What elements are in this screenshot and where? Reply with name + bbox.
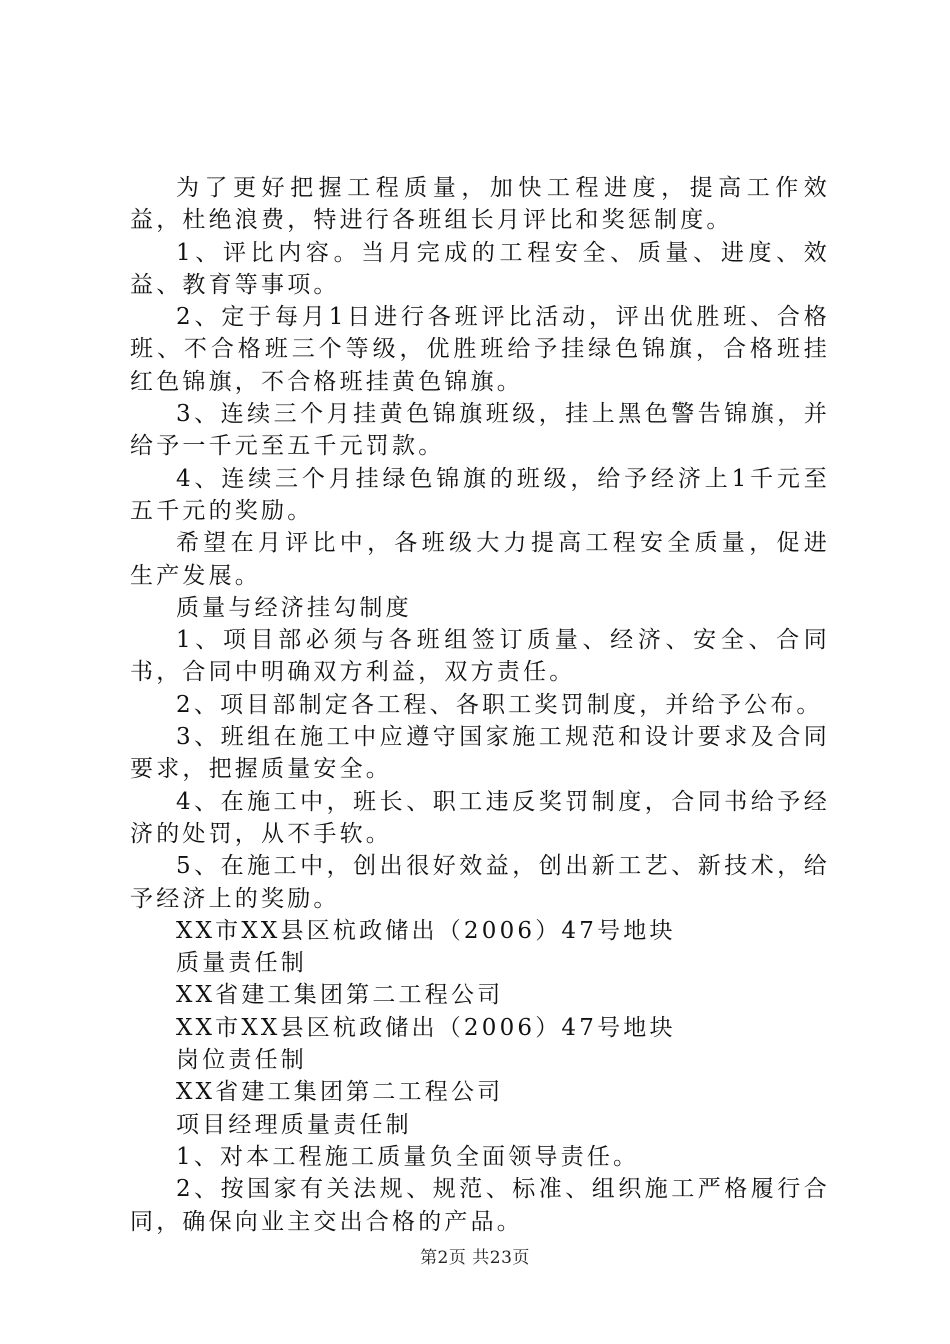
list-item: 2、项目部制定各工程、各职工奖罚制度，并给予公布。 bbox=[176, 691, 823, 718]
list-item: 1、对本工程施工质量负全面领导责任。 bbox=[176, 1143, 640, 1170]
list-item: 3、连续三个月挂黄色锦旗班级，挂上黑色警告锦旗，并给予一千元至五千元罚款。 bbox=[130, 401, 830, 460]
section-heading: 项目经理质量责任制 bbox=[176, 1111, 412, 1138]
list-item: 1、评比内容。当月完成的工程安全、质量、进度、效益、教育等事项。 bbox=[130, 239, 830, 298]
intro-paragraph: 为了更好把握工程质量，加快工程进度，提高工作效益，杜绝浪费，特进行各班组长月评比和奖惩制度。 bbox=[130, 175, 830, 234]
list-item: 4、连续三个月挂绿色锦旗的班级，给予经济上1千元至五千元的奖励。 bbox=[130, 465, 830, 524]
section-heading: 质量与经济挂勾制度 bbox=[176, 594, 412, 621]
list-item: 3、班组在施工中应遵守国家施工规范和设计要求及合同要求，把握质量安全。 bbox=[130, 724, 830, 783]
company-name: XX省建工集团第二工程公司 bbox=[176, 982, 504, 1009]
company-name: XX省建工集团第二工程公司 bbox=[176, 1079, 504, 1106]
list-item: 2、定于每月1日进行各班评比活动，评出优胜班、合格班、不合格班三个等级，优胜班给予挂绿色锦旗，合格班挂红色锦旗，不合格班挂黄色锦旗。 bbox=[130, 304, 830, 395]
list-item: 5、在施工中，创出很好效益，创出新工艺、新技术，给予经济上的奖励。 bbox=[130, 853, 830, 912]
list-item: 1、项目部必须与各班组签订质量、经济、安全、合同书，合同中明确双方利益，双方责任。 bbox=[130, 627, 830, 686]
list-item: 4、在施工中，班长、职工违反奖罚制度，合同书给予经济的处罚，从不手软。 bbox=[130, 788, 830, 847]
closing-paragraph: 希望在月评比中，各班级大力提高工程安全质量，促进生产发展。 bbox=[130, 530, 830, 589]
project-location: XX市XX县区杭政储出（2006）47号地块 bbox=[176, 1014, 676, 1041]
page-number-footer: 第2页 共23页 bbox=[420, 1248, 530, 1268]
section-heading: 岗位责任制 bbox=[176, 1047, 307, 1074]
list-item: 2、按国家有关法规、规范、标准、组织施工严格履行合同，确保向业主交出合格的产品。 bbox=[130, 1176, 830, 1235]
section-heading: 质量责任制 bbox=[176, 950, 307, 977]
document-body bbox=[130, 172, 830, 1238]
project-location: XX市XX县区杭政储出（2006）47号地块 bbox=[176, 917, 676, 944]
